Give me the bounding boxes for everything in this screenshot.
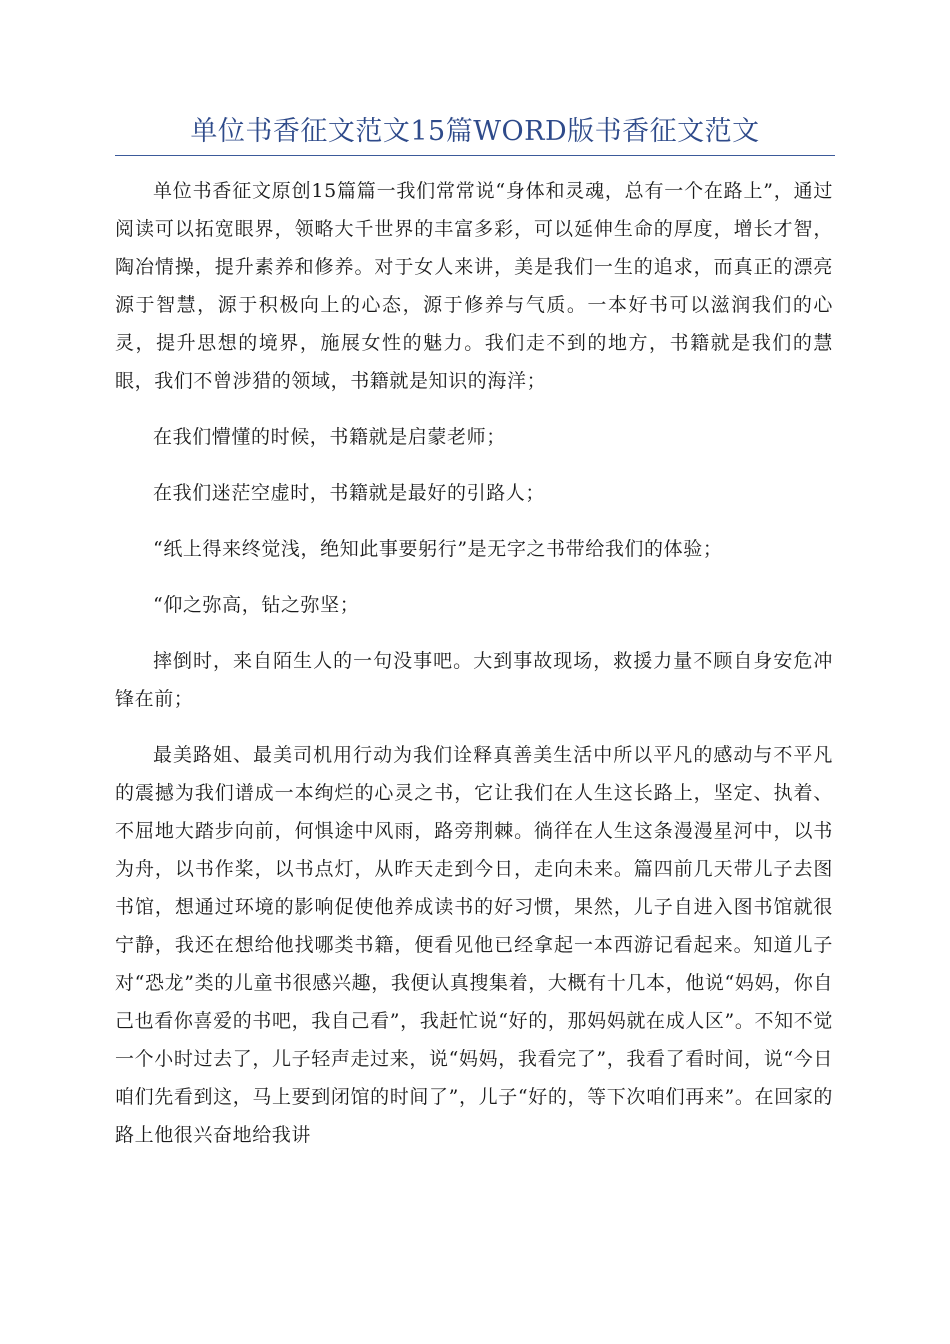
paragraph: 单位书香征文原创15篇篇一我们常常说“身体和灵魂，总有一个在路上”，通过阅读可以拓宽眼界，领略大千世界的丰富多彩，可以延伸生命的厚度，增长才智，陶冶情操，提升素养和修养。对于女人来讲，美是我们一生的追求，而真正的漂亮源于智慧，源于积极向上的心态，源于修养与气质。一本好书可以滋润我们的心灵，提升思想的境界，施展女性的魅力。我们走不到的地方，书籍就是我们的慧眼，我们不曾涉猎的领域，书籍就是知识的海洋；: [115, 180, 833, 392]
paragraph: 在我们懵懂的时候，书籍就是启蒙老师；: [153, 426, 506, 448]
paragraph: “纸上得来终觉浅，绝知此事要躬行”是无字之书带给我们的体验；: [153, 538, 723, 560]
paragraph: 最美路姐、最美司机用行动为我们诠释真善美生活中所以平凡的感动与不平凡的震撼为我们谱成一本绚烂的心灵之书，它让我们在人生这长路上，坚定、执着、不屈地大踏步向前，何惧途中风雨，路旁荆棘。徜徉在人生这条漫漫星河中，以书为舟，以书作桨，以书点灯，从昨天走到今日，走向未来。篇四前几天带儿子去图书馆，想通过环境的影响促使他养成读书的好习惯，果然，儿子自进入图书馆就很宁静，我还在想给他找哪类书籍，便看见他已经拿起一本西游记看起来。知道儿子对“恐龙”类的儿童书很感兴趣，我便认真搜集着，大概有十几本，他说“妈妈，你自己也看你喜爱的书吧，我自己看”，我赶忙说“好的，那妈妈就在成人区”。不知不觉一个小时过去了，儿子轻声走过来，说“妈妈，我看完了”，我看了看时间，说“今日咱们先看到这，马上要到闭馆的时间了”，儿子“好的，等下次咱们再来”。在回家的路上他很兴奋地给我讲: [115, 744, 833, 1146]
document-title: 单位书香征文范文15篇WORD版书香征文范文: [190, 116, 760, 147]
paragraph: 摔倒时，来自陌生人的一句没事吧。大到事故现场，救援力量不顾自身安危冲锋在前；: [115, 650, 833, 710]
document-body: [115, 172, 833, 1172]
title-underline: [115, 155, 835, 156]
paragraph: 在我们迷茫空虚时，书籍就是最好的引路人；: [153, 482, 546, 504]
paragraph: “仰之弥高，钻之弥坚；: [153, 594, 360, 616]
